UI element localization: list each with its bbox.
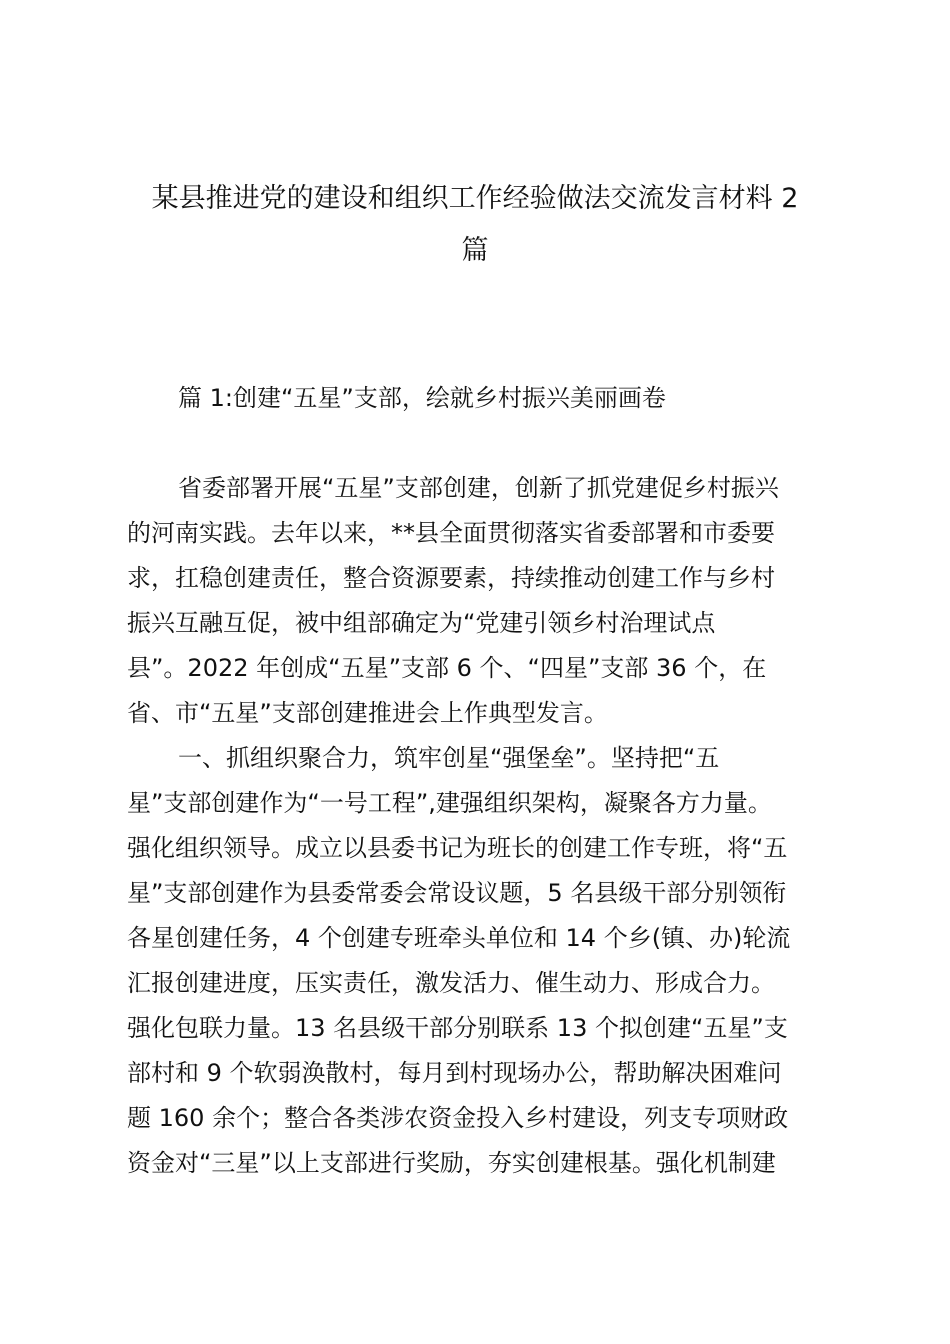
section-heading: 篇 1:创建“五星”支部，绘就乡村振兴美丽画卷: [178, 384, 666, 412]
document-title-line-1: 某县推进党的建设和组织工作经验做法交流发言材料 2: [151, 183, 799, 214]
body-line-2: 的河南实践。去年以来，**县全面贯彻落实省委部署和市委要: [127, 519, 775, 547]
body-line-4: 振兴互融互促，被中组部确定为“党建引领乡村治理试点: [127, 609, 716, 637]
body-line-7: 一、抓组织聚合力，筑牢创星“强堡垒”。坚持把“五: [178, 744, 720, 772]
body-line-12: 汇报创建进度，压实责任，激发活力、催生动力、形成合力。: [127, 969, 775, 997]
body-line-5: 县”。2022 年创成“五星”支部 6 个、“四星”支部 36 个，在: [127, 654, 767, 682]
body-line-16: 资金对“三星”以上支部进行奖励，夯实创建根基。强化机制建: [127, 1149, 776, 1177]
body-line-1: 省委部署开展“五星”支部创建，创新了抓党建促乡村振兴: [178, 474, 779, 502]
body-line-15: 题 160 余个；整合各类涉农资金投入乡村建设，列支专项财政: [127, 1104, 789, 1132]
body-line-10: 星”支部创建作为县委常委会常设议题，5 名县级干部分别领衔: [127, 879, 787, 907]
body-line-13: 强化包联力量。13 名县级干部分别联系 13 个拟创建“五星”支: [127, 1014, 788, 1042]
body-line-14: 部村和 9 个软弱涣散村，每月到村现场办公，帮助解决困难问: [127, 1059, 782, 1087]
body-line-3: 求，扛稳创建责任，整合资源要素，持续推动创建工作与乡村: [127, 564, 775, 592]
body-line-11: 各星创建任务，4 个创建专班牵头单位和 14 个乡(镇、办)轮流: [127, 924, 791, 952]
body-line-9: 强化组织领导。成立以县委书记为班长的创建工作专班，将“五: [127, 834, 788, 862]
body-line-6: 省、市“五星”支部创建推进会上作典型发言。: [127, 699, 608, 727]
document-title-line-2: 篇: [461, 235, 489, 266]
body-line-8: 星”支部创建作为“一号工程”,建强组织架构，凝聚各方力量。: [127, 789, 772, 817]
